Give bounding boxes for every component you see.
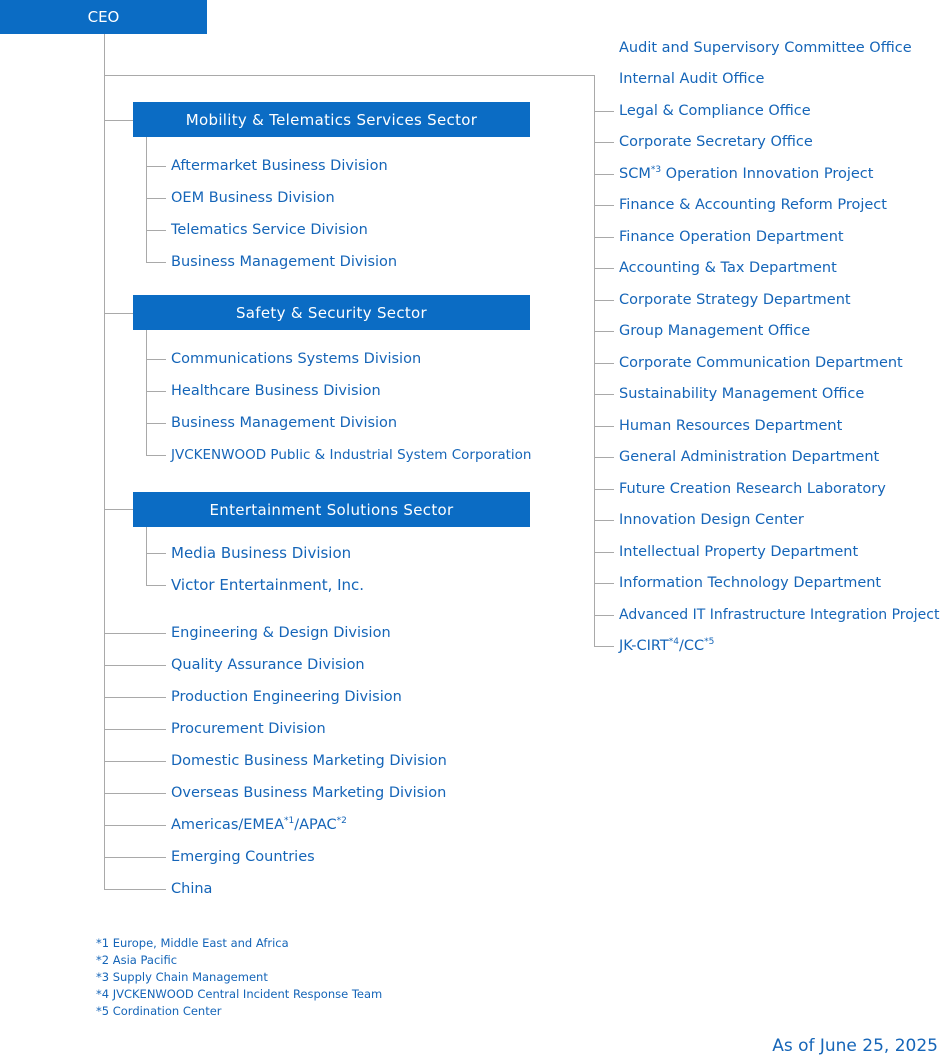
- list-item: Business Management Division: [171, 254, 398, 270]
- footnote-ref: *2: [336, 816, 347, 827]
- branch-tick: [104, 633, 166, 634]
- list-item: Telematics Service Division: [171, 222, 368, 238]
- sector-connector: [104, 120, 133, 121]
- branch-tick: [594, 205, 614, 206]
- ceo-box: CEO: [0, 0, 207, 34]
- division-item: Domestic Business Marketing Division: [171, 753, 447, 769]
- corporate-item: Corporate Communication Department: [619, 355, 903, 371]
- footnote: *4 JVCKENWOOD Central Incident Response Team: [96, 987, 383, 1001]
- footnote: *2 Asia Pacific: [96, 953, 178, 967]
- footnote-ref: *5: [704, 637, 715, 648]
- branch-tick: [594, 142, 614, 143]
- division-item-americas: [171, 816, 347, 834]
- sector-branch-line: [146, 137, 147, 262]
- division-item: Quality Assurance Division: [171, 657, 365, 673]
- sector-safety-security: Safety & Security Sector: [133, 295, 530, 330]
- division-item: Procurement Division: [171, 721, 326, 737]
- jk-label-a: JK-CIRT: [619, 638, 669, 654]
- branch-tick: [594, 552, 614, 553]
- footnote: *3 Supply Chain Management: [96, 970, 268, 984]
- branch-tick: [594, 174, 614, 175]
- sector-mobility-telematics: Mobility & Telematics Services Sector: [133, 102, 530, 137]
- branch-tick: [146, 455, 166, 456]
- list-item: JVCKENWOOD Public & Industrial System Corporation: [171, 447, 532, 463]
- branch-tick: [146, 166, 166, 167]
- corporate-item: Audit and Supervisory Committee Office: [619, 40, 912, 56]
- corporate-trunk-line: [594, 75, 595, 647]
- branch-tick: [104, 825, 166, 826]
- list-item: OEM Business Division: [171, 190, 335, 206]
- sector-branch-line: [146, 330, 147, 455]
- footnote: *1 Europe, Middle East and Africa: [96, 936, 289, 950]
- footnote: *5 Cordination Center: [96, 1004, 222, 1018]
- branch-tick: [594, 583, 614, 584]
- corporate-item: Human Resources Department: [619, 418, 843, 434]
- division-item: Emerging Countries: [171, 849, 315, 865]
- corporate-item: Corporate Secretary Office: [619, 134, 813, 150]
- corporate-item: Legal & Compliance Office: [619, 103, 811, 119]
- branch-tick: [594, 237, 614, 238]
- footnote-ref: *3: [650, 165, 662, 176]
- branch-tick: [594, 331, 614, 332]
- list-item: Healthcare Business Division: [171, 383, 381, 399]
- branch-tick: [594, 363, 614, 364]
- corporate-item-scm: [619, 165, 873, 183]
- branch-tick: [594, 426, 614, 427]
- branch-tick: [104, 729, 166, 730]
- corporate-item: Intellectual Property Department: [619, 544, 859, 560]
- branch-tick: [594, 394, 614, 395]
- scm-label-a: SCM: [619, 166, 651, 182]
- branch-tick: [104, 697, 166, 698]
- branch-tick: [594, 268, 614, 269]
- branch-tick: [104, 857, 166, 858]
- branch-tick: [594, 489, 614, 490]
- branch-tick: [594, 111, 614, 112]
- branch-tick: [146, 198, 166, 199]
- corporate-item: Finance Operation Department: [619, 229, 844, 245]
- ceo-to-corporate-line: [104, 75, 594, 76]
- corporate-item: General Administration Department: [619, 449, 880, 465]
- corporate-item: Accounting & Tax Department: [619, 260, 837, 276]
- branch-tick: [104, 889, 166, 890]
- footnotes: [96, 935, 382, 1020]
- footnote-ref: *4: [668, 637, 680, 648]
- branch-tick: [146, 230, 166, 231]
- branch-tick: [146, 359, 166, 360]
- list-item: Victor Entertainment, Inc.: [171, 576, 365, 594]
- corporate-item: Sustainability Management Office: [619, 386, 865, 402]
- branch-tick: [146, 262, 166, 263]
- list-item: Business Management Division: [171, 415, 398, 431]
- sector-entertainment-solutions: Entertainment Solutions Sector: [133, 492, 530, 527]
- americas-label-b: /APAC: [294, 817, 337, 833]
- list-item: Communications Systems Division: [171, 351, 422, 367]
- corporate-item: Internal Audit Office: [619, 71, 765, 87]
- corporate-item: Future Creation Research Laboratory: [619, 481, 886, 497]
- corporate-item: Group Management Office: [619, 323, 811, 339]
- americas-label-a: Americas/EMEA: [171, 817, 285, 833]
- branch-tick: [594, 520, 614, 521]
- branch-tick: [594, 646, 614, 647]
- division-item: Engineering & Design Division: [171, 625, 391, 641]
- corporate-item-jk-cirt: [619, 637, 714, 655]
- branch-tick: [104, 793, 166, 794]
- branch-tick: [594, 300, 614, 301]
- list-item: Aftermarket Business Division: [171, 158, 388, 174]
- branch-tick: [104, 761, 166, 762]
- sector-connector: [104, 509, 133, 510]
- sector-connector: [104, 313, 133, 314]
- branch-tick: [594, 457, 614, 458]
- jk-label-b: /CC: [679, 638, 705, 654]
- corporate-item: Advanced IT Infrastructure Integration Project: [619, 607, 940, 623]
- branch-tick: [594, 615, 614, 616]
- footnote-ref: *1: [284, 816, 295, 827]
- list-item: Media Business Division: [171, 544, 352, 562]
- division-item: China: [171, 881, 213, 897]
- as-of-date: As of June 25, 2025: [772, 1036, 938, 1056]
- corporate-item: Information Technology Department: [619, 575, 882, 591]
- corporate-item: Finance & Accounting Reform Project: [619, 197, 887, 213]
- corporate-item: Innovation Design Center: [619, 512, 804, 528]
- branch-tick: [146, 423, 166, 424]
- branch-tick: [146, 553, 166, 554]
- division-item: Overseas Business Marketing Division: [171, 785, 447, 801]
- division-item: Production Engineering Division: [171, 689, 402, 705]
- branch-tick: [146, 391, 166, 392]
- branch-tick: [104, 665, 166, 666]
- corporate-item: Corporate Strategy Department: [619, 292, 851, 308]
- scm-label-b: Operation Innovation Project: [661, 166, 874, 182]
- sector-branch-line: [146, 527, 147, 585]
- branch-tick: [146, 585, 166, 586]
